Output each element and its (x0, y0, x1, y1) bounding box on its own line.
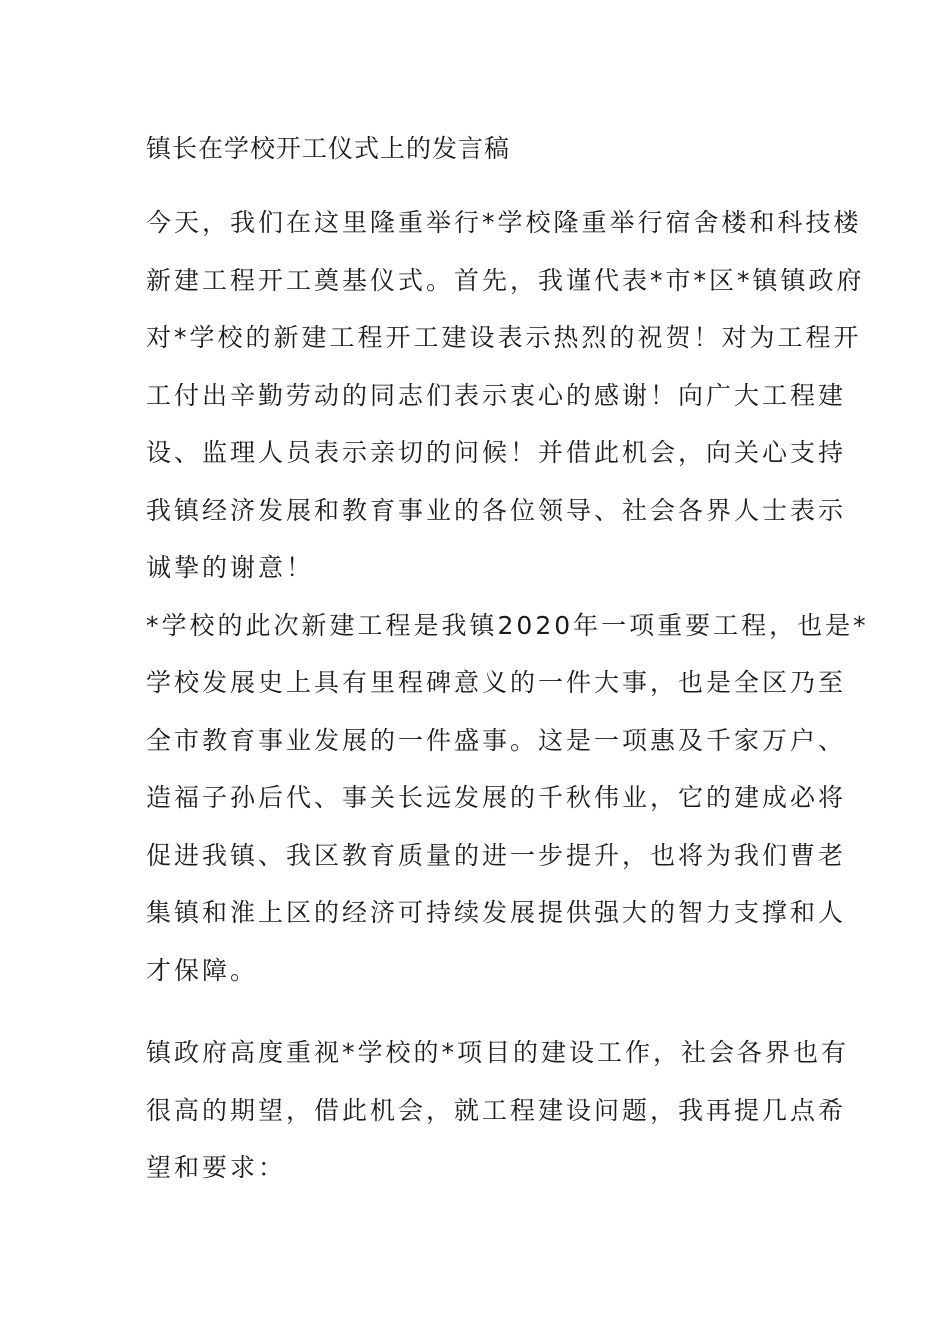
paragraph-line: 造福子孙后代、事关长远发展的千秋伟业，它的建成必将 (146, 783, 847, 812)
paragraph-line: 才保障。 (146, 955, 259, 985)
paragraph-line: 诚挚的谢意！ (146, 553, 315, 582)
paragraph-line: 对*学校的新建工程开工建设表示热烈的祝贺！对为工程开 (146, 323, 862, 352)
paragraph-line: 新建工程开工奠基仪式。首先，我谨代表*市*区*镇镇政府 (146, 265, 865, 295)
paragraph-line: 工付出辛勤劳动的同志们表示衷心的感谢！向广大工程建 (146, 380, 847, 410)
paragraph-line: 镇政府高度重视*学校的*项目的建设工作，社会各界也有 (146, 1038, 850, 1067)
paragraph-line: 学校发展史上具有里程碑意义的一件大事，也是全区乃至 (146, 668, 847, 697)
paragraph-line: 今天，我们在这里隆重举行*学校隆重举行宿舍楼和科技楼 (146, 208, 862, 237)
paragraph-line: 集镇和淮上区的经济可持续发展提供强大的智力支撑和人 (146, 898, 847, 927)
paragraph-line: 设、监理人员表示亲切的问候！并借此机会，向关心支持 (146, 438, 847, 467)
paragraph-line: 望和要求： (146, 1153, 287, 1182)
paragraph-line: 我镇经济发展和教育事业的各位领导、社会各界人士表示 (146, 495, 847, 525)
paragraph-3 (146, 1024, 850, 1197)
document-body (146, 129, 869, 1197)
document-title: 镇长在学校开工仪式上的发言稿 (146, 134, 511, 163)
paragraph-line: 全市教育事业发展的一件盛事。这是一项惠及千家万户、 (146, 725, 847, 755)
paragraph-line: 很高的期望，借此机会，就工程建设问题，我再提几点希 (146, 1095, 847, 1125)
paragraph-line: *学校的此次新建工程是我镇2020年一项重要工程，也是* (146, 610, 869, 640)
paragraph-line: 促进我镇、我区教育质量的进一步提升，也将为我们曹老 (146, 840, 847, 870)
paragraph-2 (146, 597, 869, 1000)
paragraph-1 (146, 194, 865, 597)
